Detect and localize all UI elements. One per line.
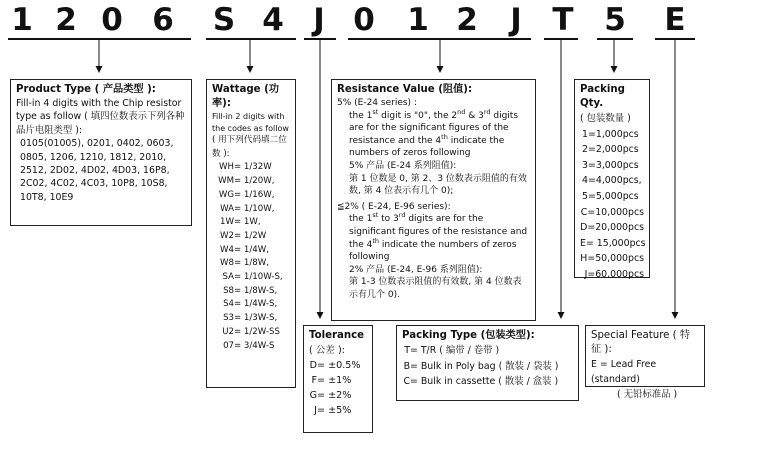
packing-qty-item-code: D [580,222,588,234]
e96-desc: the 1st to 3rd digits are for the significant figures of the resistance and the 4th indicate the numbers of zeros following [349,211,528,263]
packing-type-title: Packing Type (包装类型): [402,330,535,341]
wattage-item-value: = 1/2W [234,230,267,241]
resistance-title: Resistance Value (阻值): [337,84,473,95]
code-char-11: J [510,2,522,38]
e96-cn: 第 1-3 位数表示阻值的有效数, 第 4 位数表示有几个 0). [349,277,522,300]
wattage-desc-cn: ( 用下列代码填二位数 ): [212,135,287,159]
e24-head: 5% (E-24 series) : [337,98,417,108]
wattage-item [212,244,290,258]
wattage-item [212,203,290,217]
wattage-item [212,340,290,354]
packing-qty-item [580,267,644,283]
packing-qty-item-value: = 15,000pcs [585,237,646,249]
wattage-item [212,175,290,189]
wattage-item [212,298,290,312]
packing-qty-item [580,127,644,143]
packing-qty-item [580,236,644,252]
tolerance-title: Tolerance [309,330,365,341]
wattage-item [212,216,290,230]
wattage-item-value: = 1/10W-S, [234,272,283,283]
e96-cn-head: 2% 产品 (E-24, E-96 系列阻值): [349,264,483,275]
e24-cn-head: 5% 产品 (E-24 系列阻值): [349,160,457,171]
code-char-14: E [664,2,686,38]
packing-qty-item-value: =20,000pcs [587,222,644,234]
wattage-box [206,79,296,388]
wattage-item-code: WM [218,176,234,187]
tolerance-item-value: = ±1% [317,375,352,386]
code-char-8: 0 [353,2,375,38]
resistance-box [331,79,536,321]
packing-qty-item [580,173,644,189]
tolerance-item-code: F [311,375,317,386]
code-char-4: 6 [152,2,174,38]
packing-qty-item-code: 3 [582,159,588,171]
e24-cn: 第 1 位数是 0, 第 2、3 位数表示阻值的有效数, 第 4 位表示有几个 0); [349,173,527,197]
code-char-1: 1 [11,2,33,38]
code-char-10: 2 [456,2,478,38]
packing-type-box [396,325,579,401]
wattage-item-code: WA [220,203,234,214]
packing-type-item [402,343,573,359]
code-char-5: S [212,2,236,38]
product-type-desc: Fill-in 4 digits with the Chip resistor type as follow ( 填四位数表示下列各种晶片电阻类型 ): [16,98,185,136]
wattage-item-value: = 1/4W-S, [234,299,278,310]
tolerance-item-value: = ±5% [317,405,352,416]
tolerance-list [309,358,367,418]
wattage-item-value: = 1/3W-S, [234,313,278,324]
packing-qty-title-cn: ( 包装数量 ) [580,113,631,124]
tolerance-item-value: = ±0.5% [317,360,361,371]
packing-qty-item [580,220,644,236]
packing-qty-item-code: J [584,268,588,280]
tolerance-item [309,403,367,418]
code-char-6: 4 [262,2,284,38]
tolerance-item-code: J [314,405,317,416]
packing-qty-item-value: =50,000pcs [587,253,644,265]
wattage-item-code: W2 [220,230,234,241]
wattage-item [212,312,290,326]
wattage-item [212,161,290,175]
code-char-12: T [552,2,574,38]
wattage-title: Wattage (功率): [212,84,279,109]
packing-type-item-value: = Bulk in Poly bag ( 散装 / 袋装 ) [410,360,559,372]
tolerance-item [309,373,367,388]
tolerance-item [309,388,367,403]
e96-head: ≦2% ( E-24, E-96 series): [337,201,451,212]
tolerance-title-cn: ( 公差 ): [309,345,346,356]
product-type-codes: 0105(01005), 0201, 0402, 0603, 0805, 1206, 1210, 1812, 2010, 2512, 2D02, 4D02, 4D03, 16P8, 2C02, 4C02, 4C03, 10P8, 10S8, 10T8, 10E9 [20,138,174,203]
wattage-item [212,257,290,271]
packing-qty-item [580,251,644,267]
packing-type-item [402,374,573,390]
tolerance-item-code: G [309,390,317,401]
code-char-3: 0 [101,2,123,38]
packing-type-item-code: C [403,376,410,387]
code-char-2: 2 [55,2,77,38]
packing-qty-item [580,158,644,174]
packing-qty-item-code: E [580,237,586,249]
product-type-box [10,79,192,226]
wattage-item-code: WH [219,162,234,173]
packing-qty-item-code: H [580,253,588,265]
wattage-item-value: = 1/10W, [234,203,275,214]
wattage-item-code: S8 [223,285,234,296]
packing-qty-item-code: 2 [582,144,588,156]
wattage-item [212,285,290,299]
wattage-item-value: = 1/16W, [234,189,275,200]
packing-qty-list [580,127,644,283]
wattage-item-code: WG [218,189,234,200]
wattage-item-code: S3 [223,313,234,324]
packing-qty-item-value: =1,000pcs [588,128,639,140]
wattage-item-code: W4 [220,244,234,255]
wattage-item-value: = 1/8W-S, [234,285,278,296]
packing-qty-item-code: 5 [582,190,588,202]
packing-qty-item-code: C [580,206,588,218]
wattage-desc: Fill-in 2 digits with the codes as follow [212,112,289,133]
tolerance-item-code: D [309,360,317,371]
special-title: Special Feature ( 特征 ): [591,330,691,355]
packing-qty-title: Packing Qty. [580,84,625,109]
special-feature-box [585,325,705,400]
wattage-item-code: 07 [223,340,234,351]
packing-qty-item-value: =60,000pcs [587,268,644,280]
code-char-7: J [313,2,325,38]
wattage-item-value: = 3/4W-S [234,340,275,351]
wattage-item-value: = 1/32W [234,162,272,173]
packing-type-item-value: = Bulk in cassette ( 散装 / 盒装 ) [410,376,559,387]
packing-qty-item-value: =5,000pcs [588,190,639,202]
special-line2: ( 无铅标准品 ) [617,389,678,400]
code-char-13: 5 [604,2,626,38]
wattage-item [212,230,290,244]
packing-qty-item [580,142,644,158]
wattage-item-value: = 1/20W, [234,176,275,187]
wattage-item-code: U2 [222,326,234,337]
wattage-item-code: W8 [220,258,234,269]
packing-type-item [402,359,573,375]
wattage-item-value: = 1W, [234,217,261,228]
wattage-item-code: 1W [220,217,234,228]
wattage-item-value: = 1/8W, [234,258,269,269]
special-line1: E = Lead Free (standard) [591,359,657,385]
packing-qty-item-value: =2,000pcs [588,144,639,156]
tolerance-box [303,325,373,433]
wattage-item [212,271,290,285]
tolerance-item [309,358,367,373]
packing-type-item-code: T [404,345,410,356]
wattage-list [212,161,290,353]
packing-qty-item-value: =3,000pcs [588,159,639,171]
packing-type-list [402,343,573,390]
wattage-item-code: S4 [223,299,234,310]
packing-qty-item-code: 1 [582,128,588,140]
packing-type-item-code: B [403,360,410,372]
product-type-title: Product Type ( 产品类型 ): [16,84,156,95]
wattage-item-value: = 1/4W, [234,244,269,255]
packing-qty-item-value: =10,000pcs [587,206,644,218]
packing-qty-item [580,189,644,205]
packing-qty-item [580,205,644,221]
code-char-9: 1 [407,2,429,38]
wattage-item-value: = 1/2W-SS [234,326,280,337]
packing-type-item-value: = T/R ( 编带 / 卷带 ) [410,345,500,356]
wattage-item-code: SA [222,272,234,283]
wattage-item [212,326,290,340]
e24-desc: the 1st digit is "0", the 2nd & 3rd digits are for the significant figures of the resistance and the 4th indicate the numbers of zeros following [349,107,519,159]
packing-qty-box [574,79,650,278]
packing-qty-item-value: =4,000pcs, [588,175,642,187]
tolerance-item-value: = ±2% [317,390,352,401]
packing-qty-item-code: 4 [582,175,588,187]
wattage-item [212,189,290,203]
